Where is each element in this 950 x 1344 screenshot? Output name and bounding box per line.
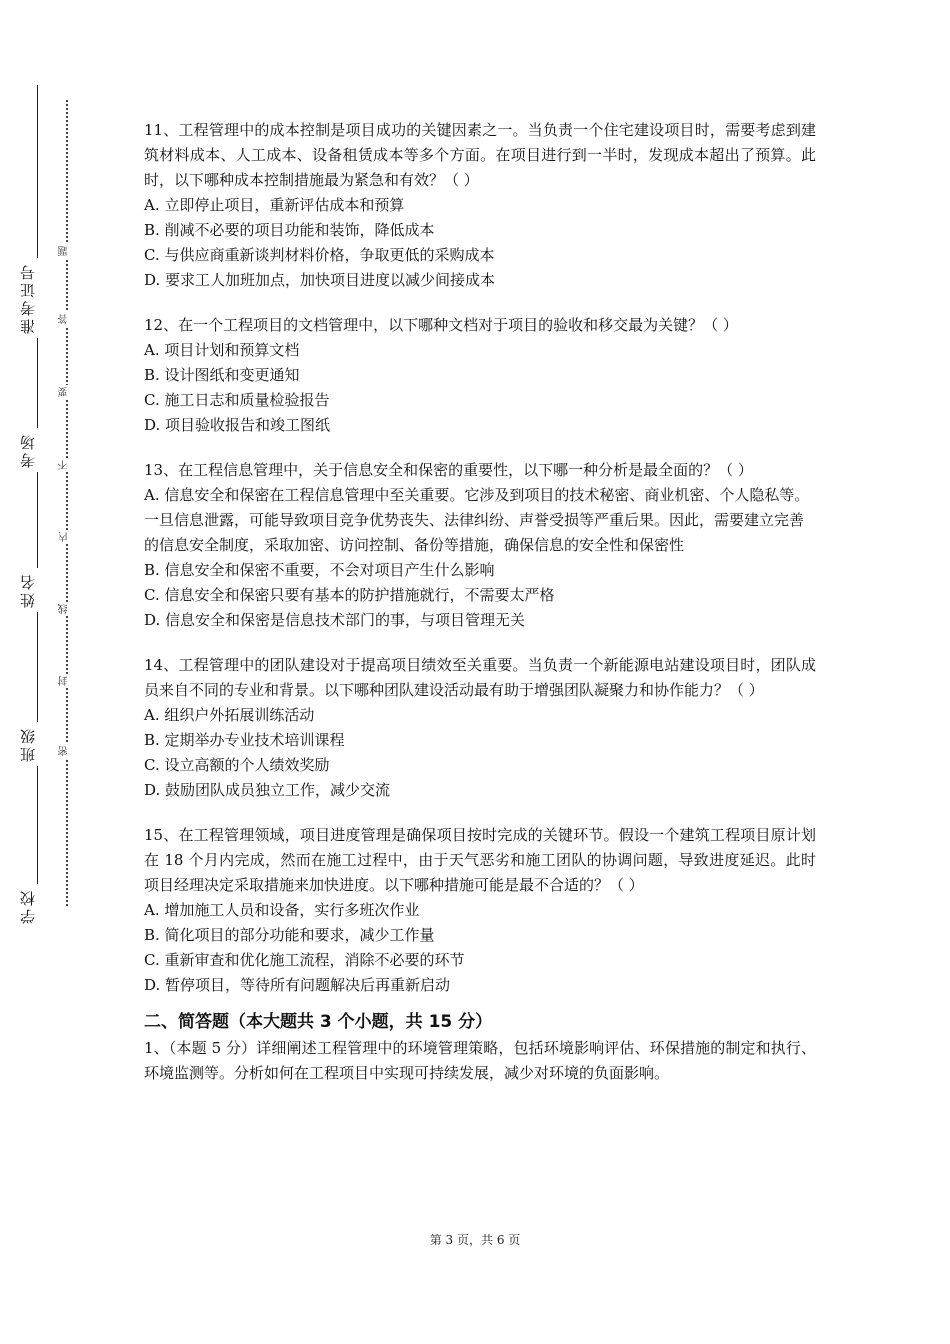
label-exam-number: 准考证号 (20, 258, 50, 338)
option-d: D. 项目验收报告和竣工图纸 (144, 416, 331, 434)
option-b: B. 简化项目的部分功能和要求，减少工作量 (144, 926, 435, 944)
option-c: C. 与供应商重新谈判材料价格，争取更低的采购成本 (144, 246, 495, 264)
option-d: D. 暂停项目，等待所有问题解决后再重新启动 (144, 976, 451, 994)
dotted-char-feng: 封 (59, 674, 73, 688)
dotted-char-yao: 要 (59, 385, 73, 399)
dotted-char-da: 答 (59, 312, 73, 326)
label-class: 班级 (20, 722, 50, 766)
option-c: C. 施工日志和质量检验报告 (144, 391, 330, 409)
option-d: D. 信息安全和保密是信息技术部门的事，与项目管理无关 (144, 611, 526, 629)
section-title-short-answer: 二、简答题（本大题共 3 个小题，共 15 分） (144, 1012, 493, 1032)
dotted-char-ti: 题 (59, 244, 73, 258)
question-14 (144, 653, 816, 803)
question-13 (144, 458, 816, 633)
option-b: B. 信息安全和保密不重要，不会对项目产生什么影响 (144, 561, 495, 579)
binding-margin (0, 0, 90, 1344)
dotted-char-bu: 不 (59, 458, 73, 472)
question-stem: 11、工程管理中的成本控制是项目成功的关键因素之一。当负责一个住宅建设项目时，需要考虑到建筑材料成本、人工成本、设备租赁成本等多个方面。在项目进行到一半时，发现成本超出了预算。此时，以下哪种成本控制措施最为紧急和有效？（ ） (144, 121, 816, 189)
option-b: B. 定期举办专业技术培训课程 (144, 731, 345, 749)
option-c: C. 重新审查和优化施工流程，消除不必要的环节 (144, 951, 465, 969)
dotted-char-xian: 线 (59, 602, 73, 616)
binding-dotted-line (66, 100, 68, 906)
short-answer-question-1: 1、（本题 5 分）详细阐述工程管理中的环境管理策略，包括环境影响评估、环保措施的制定和执行、环境监测等。分析如何在工程项目中实现可持续发展，减少对环境的负面影响。 (144, 1039, 816, 1082)
label-school: 学校 (20, 884, 50, 928)
question-12 (144, 313, 816, 438)
option-a: A. 组织户外拓展训练活动 (144, 706, 315, 724)
page-footer: 第 3 页，共 6 页 (429, 1233, 521, 1247)
option-a: A. 信息安全和保密在工程信息管理中至关重要。它涉及到项目的技术秘密、商业机密、个人隐私等。一旦信息泄露，可能导致项目竞争优势丧失、法律纠纷、声誉受损等严重后果。因此，需要建立完善的信息安全制度，采取加密、访问控制、备份等措施，确保信息的安全性和保密性 (144, 486, 810, 554)
label-exam-room: 考场 (20, 428, 50, 472)
option-c: C. 设立高额的个人绩效奖励 (144, 756, 330, 774)
question-stem: 14、工程管理中的团队建设对于提高项目绩效至关重要。当负责一个新能源电站建设项目时，团队成员来自不同的专业和背景。以下哪种团队建设活动最有助于增强团队凝聚力和协作能力？（ ） (144, 656, 816, 699)
binding-solid-line (37, 85, 38, 920)
label-name: 姓名 (20, 568, 50, 612)
option-a: A. 项目计划和预算文档 (144, 341, 300, 359)
option-b: B. 设计图纸和变更通知 (144, 366, 300, 384)
question-stem: 15、在工程管理领域，项目进度管理是确保项目按时完成的关键环节。假设一个建筑工程项目原计划在 18 个月内完成，然而在施工过程中，由于天气恶劣和施工团队的协调问题，导致进度延迟。此时项目经理决定采取措施来加快进度。以下哪种措施可能是最不合适的？（ ） (144, 826, 816, 894)
option-a: A. 立即停止项目，重新评估成本和预算 (144, 196, 405, 214)
option-b: B. 削减不必要的项目功能和装饰，降低成本 (144, 221, 435, 239)
dotted-char-mi: 密 (59, 744, 73, 758)
option-a: A. 增加施工人员和设备，实行多班次作业 (144, 901, 420, 919)
question-15 (144, 823, 816, 998)
question-stem: 13、在工程信息管理中，关于信息安全和保密的重要性，以下哪一种分析是最全面的？（ ） (144, 461, 753, 479)
dotted-char-nei: 内 (59, 530, 73, 544)
question-stem: 12、在一个工程项目的文档管理中，以下哪种文档对于项目的验收和移交最为关键？（ ） (144, 316, 738, 334)
exam-content (144, 118, 816, 1086)
question-11 (144, 118, 816, 293)
option-c: C. 信息安全和保密只要有基本的防护措施就行，不需要太严格 (144, 586, 555, 604)
option-d: D. 鼓励团队成员独立工作，减少交流 (144, 781, 391, 799)
option-d: D. 要求工人加班加点，加快项目进度以减少间接成本 (144, 271, 496, 289)
